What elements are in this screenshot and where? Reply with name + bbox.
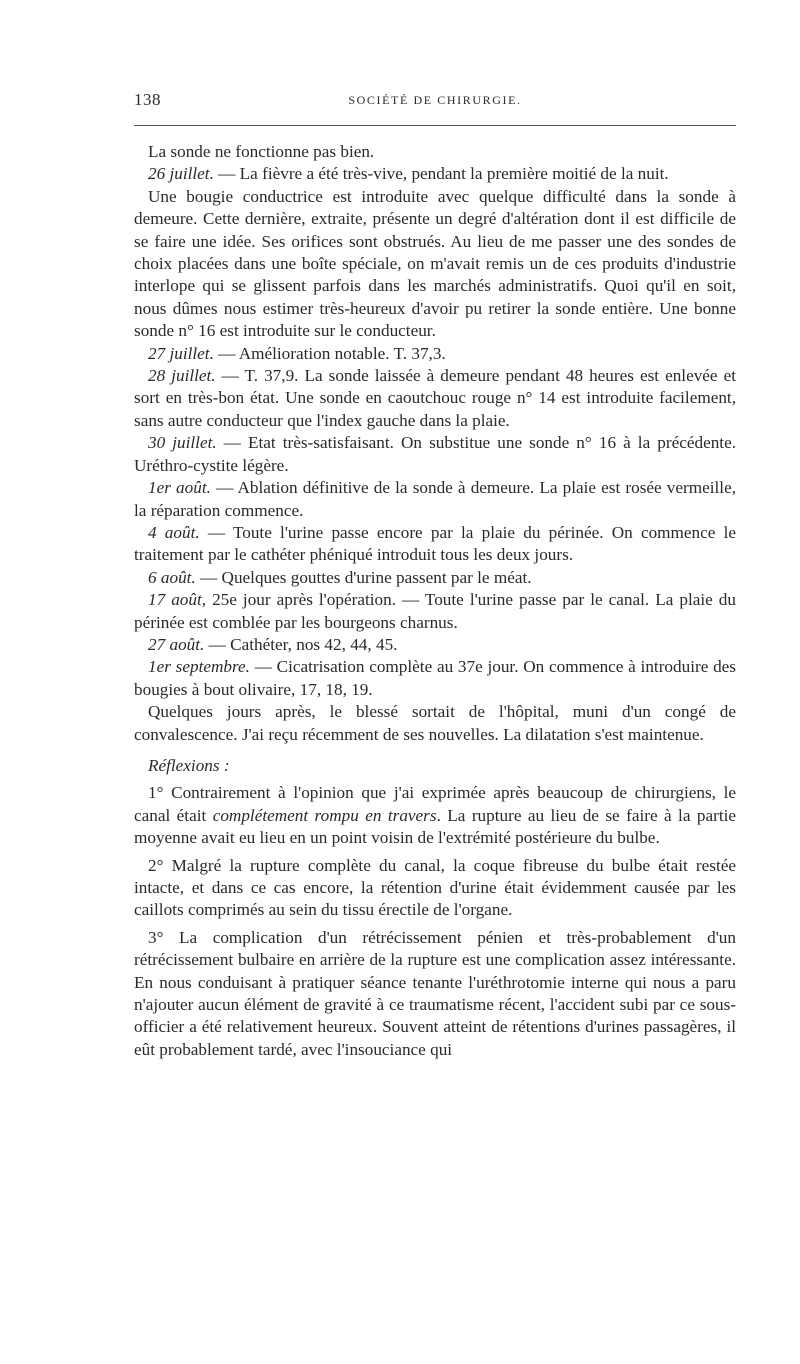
paragraph: 4 août. — Toute l'urine passe encore par la plaie du périnée. On commence le traitement par le cathéter phéniqué introduit tous les deux jours. <box>134 522 736 565</box>
entry-date: 30 juillet. <box>148 433 217 453</box>
header-rule <box>134 125 736 126</box>
paragraph: 1er août. — Ablation définitive de la sonde à demeure. La plaie est rosée vermeille, la réparation commence. <box>134 478 736 520</box>
entry-date: 27 août. <box>148 634 205 654</box>
entry-date: 4 août. <box>148 522 200 542</box>
paragraph: Une bougie conductrice est introduite avec quelque difficulté dans la sonde à demeure. Cette dernière, extraite, présente un degré d'altération dont il est difficile de se faire une idée. Ses orifices sont obstrués. Au lieu de me passer une des sondes de choix placées dans une boîte spéciale, on m'avait remis un de ces produits d'industrie interlope qui se glissent parfois dans les marchés administratifs. Quoi qu'il en soit, nous dûmes nous estimer très-heureux d'avoir pu retirer la sonde entière. Une bonne sonde n° 16 est introduite sur le conducteur. <box>134 186 736 341</box>
paragraph: 27 juillet. — Amélioration notable. T. 37,3. <box>148 343 446 363</box>
entry-date: 17 août, <box>148 590 207 610</box>
paragraph: 28 juillet. — T. 37,9. La sonde laissée à demeure pendant 48 heures est enlevée et sort en très-bon état. Une sonde en caoutchouc rouge n° 14 est introduite facilement, sans autre conducteur que l'index gauche dans la plaie. <box>134 366 736 430</box>
page-header <box>134 90 736 112</box>
running-title: SOCIÉTÉ DE CHIRURGIE. <box>348 93 522 107</box>
paragraph: 27 août. — Cathéter, nos 42, 44, 45. <box>148 634 398 654</box>
paragraph: 3° La complication d'un rétrécissement pénien et très-probablement d'un rétrécissement bulbaire en arrière de la rupture est une complication assez intéressante. En nous conduisant à pratiquer séance tenante l'uréthrotomie interne qui nous a paru n'ajouter aucun élément de gravité à ce traumatisme récent, l'accident subi par ce sous-officier a été relativement heureux. Souvent atteint de rétentions d'urines passagères, il eût probablement tardé, avec l'insouciance qui <box>134 927 736 1059</box>
entry-date: 28 juillet. <box>148 366 216 386</box>
paragraph: 17 août, 25e jour après l'opération. — Toute l'urine passe par le canal. La plaie du périnée est comblée par les bourgeons charnus. <box>134 590 736 632</box>
article-body <box>134 141 736 1061</box>
page-number: 138 <box>134 90 161 109</box>
paragraph: Quelques jours après, le blessé sortait de l'hôpital, muni d'un congé de convalescence. J'ai reçu récemment de ses nouvelles. La dilatation s'est maintenue. <box>134 702 736 744</box>
section-heading: Réflexions : <box>148 755 230 775</box>
paragraph: 30 juillet. — Etat très-satisfaisant. On substitue une sonde n° 16 à la précédente. Uréthro-cystite légère. <box>134 433 736 475</box>
paragraph: 1er septembre. — Cicatrisation complète au 37e jour. On commence à introduire des bougies à bout olivaire, 17, 18, 19. <box>134 657 736 699</box>
paragraph: La sonde ne fonctionne pas bien. <box>148 142 375 161</box>
entry-date: 1er août. <box>148 478 211 498</box>
emphasis: complétement rompu en travers <box>212 805 437 825</box>
paragraph: 26 juillet. — La fièvre a été très-vive, pendant la première moitié de la nuit. <box>148 164 669 184</box>
entry-date: 27 juillet. <box>148 343 214 363</box>
entry-date: 1er septembre. <box>148 657 250 677</box>
paragraph: 2° Malgré la rupture complète du canal, la coque fibreuse du bulbe était restée intacte, et dans ce cas encore, la rétention d'urine était évidemment causée par les caillots comprimés au sein du tissu érectile de l'organe. <box>134 855 736 920</box>
entry-date: 6 août. <box>148 567 196 587</box>
paragraph: 1° Contrairement à l'opinion que j'ai exprimée après beaucoup de chirurgiens, le canal était complétement rompu en travers. La rupture au lieu de se faire à la partie moyenne avait eu lieu en un point voisin de l'extrémité postérieure du bulbe. <box>134 783 736 848</box>
paragraph: 6 août. — Quelques gouttes d'urine passent par le méat. <box>148 567 532 587</box>
entry-date: 26 juillet. <box>148 164 214 184</box>
